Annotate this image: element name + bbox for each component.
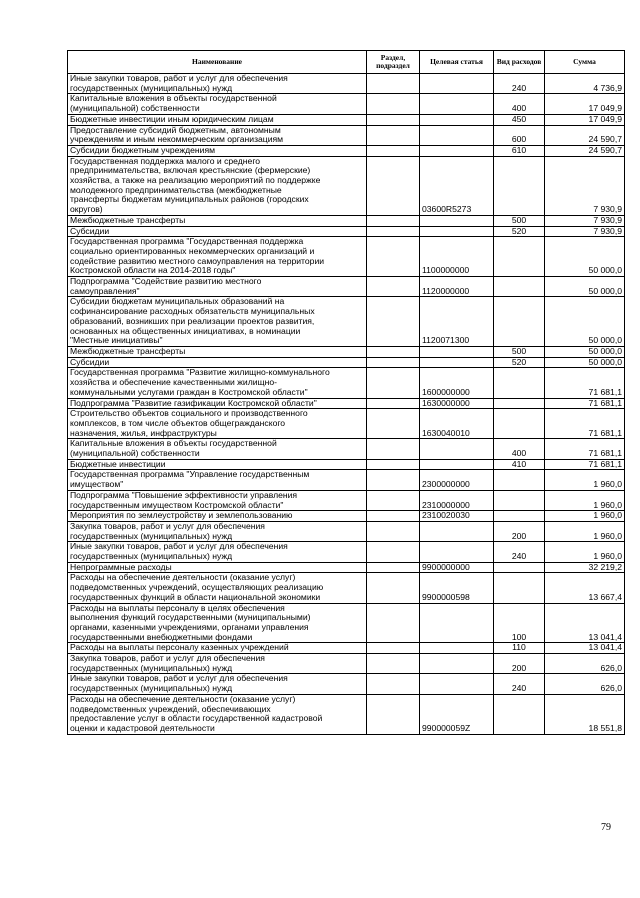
row-section-cell xyxy=(367,511,420,522)
row-expense-type-cell xyxy=(494,694,545,734)
table-row xyxy=(68,398,625,409)
table-row xyxy=(68,74,625,94)
row-name-cell: Межбюджетные трансферты xyxy=(68,346,367,357)
row-section-cell xyxy=(367,643,420,654)
row-amount-cell: 24 590,7 xyxy=(545,125,625,145)
row-expense-type-cell: 200 xyxy=(494,654,545,674)
row-target-article-cell xyxy=(420,346,494,357)
row-name-cell: Капитальные вложения в объекты государственной (муниципальной) собственности xyxy=(68,94,367,114)
table-row xyxy=(68,562,625,573)
table-row xyxy=(68,542,625,562)
row-target-article-cell xyxy=(420,226,494,237)
row-expense-type-cell xyxy=(494,490,545,510)
row-target-article-cell: 1630000000 xyxy=(420,398,494,409)
row-target-article-cell: 1120000000 xyxy=(420,277,494,297)
row-section-cell xyxy=(367,439,420,459)
row-name-cell: Субсидии xyxy=(68,357,367,368)
row-target-article-cell xyxy=(420,459,494,470)
row-amount-cell: 13 041,4 xyxy=(545,643,625,654)
row-section-cell xyxy=(367,490,420,510)
table-row xyxy=(68,125,625,145)
row-section-cell xyxy=(367,654,420,674)
row-amount-cell: 13 667,4 xyxy=(545,573,625,603)
row-amount-cell: 71 681,1 xyxy=(545,459,625,470)
budget-table xyxy=(67,50,625,735)
row-section-cell xyxy=(367,521,420,541)
row-name-cell: Капитальные вложения в объекты государственной (муниципальной) собственности xyxy=(68,439,367,459)
row-target-article-cell xyxy=(420,125,494,145)
row-name-cell: Иные закупки товаров, работ и услуг для обеспечения государственных (муниципальных) нужд xyxy=(68,542,367,562)
row-expense-type-cell: 450 xyxy=(494,114,545,125)
row-amount-cell: 1 960,0 xyxy=(545,470,625,490)
row-name-cell: Закупка товаров, работ и услуг для обеспечения государственных (муниципальных) нужд xyxy=(68,654,367,674)
row-section-cell xyxy=(367,297,420,347)
table-row xyxy=(68,145,625,156)
row-amount-cell: 71 681,1 xyxy=(545,409,625,439)
row-amount-cell: 50 000,0 xyxy=(545,357,625,368)
row-section-cell xyxy=(367,573,420,603)
row-section-cell xyxy=(367,459,420,470)
row-target-article-cell xyxy=(420,603,494,643)
row-target-article-cell: 990000059Z xyxy=(420,694,494,734)
row-amount-cell: 7 930,9 xyxy=(545,215,625,226)
row-amount-cell: 50 000,0 xyxy=(545,237,625,277)
row-target-article-cell: 9900000598 xyxy=(420,573,494,603)
row-target-article-cell xyxy=(420,643,494,654)
row-amount-cell: 13 041,4 xyxy=(545,603,625,643)
table-row xyxy=(68,226,625,237)
row-expense-type-cell: 520 xyxy=(494,226,545,237)
row-expense-type-cell xyxy=(494,398,545,409)
row-target-article-cell: 1600000000 xyxy=(420,368,494,398)
row-expense-type-cell xyxy=(494,562,545,573)
row-name-cell: Подпрограмма "Повышение эффективности управления государственным имуществом Костромской области" xyxy=(68,490,367,510)
row-name-cell: Бюджетные инвестиции xyxy=(68,459,367,470)
row-target-article-cell xyxy=(420,674,494,694)
row-name-cell: Непрограммные расходы xyxy=(68,562,367,573)
row-section-cell xyxy=(367,125,420,145)
row-section-cell xyxy=(367,226,420,237)
table-row xyxy=(68,439,625,459)
row-amount-cell: 4 736,9 xyxy=(545,74,625,94)
row-section-cell xyxy=(367,603,420,643)
row-amount-cell: 71 681,1 xyxy=(545,439,625,459)
row-amount-cell: 7 930,9 xyxy=(545,226,625,237)
row-target-article-cell: 9900000000 xyxy=(420,562,494,573)
row-name-cell: Подпрограмма "Содействие развитию местного самоуправления" xyxy=(68,277,367,297)
row-expense-type-cell: 520 xyxy=(494,357,545,368)
row-expense-type-cell xyxy=(494,156,545,215)
row-expense-type-cell xyxy=(494,409,545,439)
table-row xyxy=(68,368,625,398)
row-name-cell: Расходы на обеспечение деятельности (оказание услуг) подведомственных учреждений, осуществляющих реализацию государственных функций в области национальной экономики xyxy=(68,573,367,603)
table-row xyxy=(68,346,625,357)
row-target-article-cell xyxy=(420,542,494,562)
row-section-cell xyxy=(367,346,420,357)
row-name-cell: Государственная программа "Государственная поддержка социально ориентированных некоммерческих организаций и содействие развитию местного самоуправления на территории Костромской области на 2014-2018 годы" xyxy=(68,237,367,277)
row-amount-cell: 17 049,9 xyxy=(545,114,625,125)
table-row xyxy=(68,674,625,694)
row-section-cell xyxy=(367,542,420,562)
table-row xyxy=(68,694,625,734)
table-row xyxy=(68,654,625,674)
row-target-article-cell: 2310000000 xyxy=(420,490,494,510)
row-section-cell xyxy=(367,470,420,490)
row-target-article-cell xyxy=(420,215,494,226)
row-target-article-cell xyxy=(420,654,494,674)
row-target-article-cell: 03600R5273 xyxy=(420,156,494,215)
row-name-cell: Субсидии бюджетам муниципальных образований на софинансирование расходных обязательств муниципальных образований, возникших при реализации проектов развития, основанных на общественных инициативах, в номинации "Местные инициативы" xyxy=(68,297,367,347)
row-section-cell xyxy=(367,398,420,409)
row-target-article-cell xyxy=(420,94,494,114)
row-target-article-cell: 1630040010 xyxy=(420,409,494,439)
row-amount-cell: 1 960,0 xyxy=(545,511,625,522)
row-expense-type-cell xyxy=(494,368,545,398)
row-expense-type-cell xyxy=(494,470,545,490)
row-target-article-cell: 2300000000 xyxy=(420,470,494,490)
table-row xyxy=(68,277,625,297)
row-amount-cell: 626,0 xyxy=(545,674,625,694)
row-expense-type-cell: 200 xyxy=(494,521,545,541)
row-section-cell xyxy=(367,94,420,114)
row-expense-type-cell: 400 xyxy=(494,439,545,459)
row-name-cell: Расходы на выплаты персоналу в целях обеспечения выполнения функций государственными (муниципальными) органами, казенными учреждениями, органами управления государственными внебюджетными фондами xyxy=(68,603,367,643)
row-section-cell xyxy=(367,277,420,297)
row-amount-cell: 1 960,0 xyxy=(545,542,625,562)
row-expense-type-cell xyxy=(494,511,545,522)
row-amount-cell: 17 049,9 xyxy=(545,94,625,114)
row-name-cell: Мероприятия по землеустройству и землепользованию xyxy=(68,511,367,522)
table-row xyxy=(68,237,625,277)
row-amount-cell: 7 930,9 xyxy=(545,156,625,215)
table-row xyxy=(68,94,625,114)
row-name-cell: Субсидии бюджетным учреждениям xyxy=(68,145,367,156)
row-section-cell xyxy=(367,357,420,368)
header-row xyxy=(68,51,625,74)
row-section-cell xyxy=(367,145,420,156)
table-row xyxy=(68,521,625,541)
table-row xyxy=(68,297,625,347)
row-amount-cell: 32 219,2 xyxy=(545,562,625,573)
row-amount-cell: 626,0 xyxy=(545,654,625,674)
row-target-article-cell: 1100000000 xyxy=(420,237,494,277)
row-expense-type-cell: 500 xyxy=(494,215,545,226)
table-row xyxy=(68,114,625,125)
row-amount-cell: 1 960,0 xyxy=(545,490,625,510)
row-amount-cell: 1 960,0 xyxy=(545,521,625,541)
row-expense-type-cell xyxy=(494,297,545,347)
row-name-cell: Межбюджетные трансферты xyxy=(68,215,367,226)
row-name-cell: Подпрограмма "Развитие газификации Костромской области" xyxy=(68,398,367,409)
row-target-article-cell: 1120071300 xyxy=(420,297,494,347)
row-amount-cell: 50 000,0 xyxy=(545,277,625,297)
table-row xyxy=(68,215,625,226)
row-target-article-cell xyxy=(420,74,494,94)
row-expense-type-cell xyxy=(494,573,545,603)
row-target-article-cell xyxy=(420,114,494,125)
row-expense-type-cell: 100 xyxy=(494,603,545,643)
row-expense-type-cell: 500 xyxy=(494,346,545,357)
row-amount-cell: 18 551,8 xyxy=(545,694,625,734)
row-section-cell xyxy=(367,409,420,439)
row-target-article-cell xyxy=(420,521,494,541)
row-section-cell xyxy=(367,74,420,94)
row-expense-type-cell: 110 xyxy=(494,643,545,654)
row-name-cell: Государственная поддержка малого и среднего предпринимательства, включая крестьянские (фермерские) хозяйства, а также на реализацию мероприятий по поддержке молодежного предпринимательства (межбюджетные трансферты бюджетам муниципальных районов (городских округов) xyxy=(68,156,367,215)
row-name-cell: Предоставление субсидий бюджетным, автономным учреждениям и иным некоммерческим организациям xyxy=(68,125,367,145)
row-name-cell: Строительство объектов социального и производственного комплексов, в том числе объектов общегражданского назначения, жилья, инфраструктуры xyxy=(68,409,367,439)
row-section-cell xyxy=(367,215,420,226)
row-name-cell: Расходы на обеспечение деятельности (оказание услуг) подведомственных учреждений, обеспечивающих предоставление услуг в области государственной кадастровой оценки и кадастровой деятельности xyxy=(68,694,367,734)
row-name-cell: Государственная программа "Управление государственным имуществом" xyxy=(68,470,367,490)
table-row xyxy=(68,470,625,490)
header-target-article: Целевая статья xyxy=(420,51,494,74)
row-target-article-cell: 2310020030 xyxy=(420,511,494,522)
row-name-cell: Расходы на выплаты персоналу казенных учреждений xyxy=(68,643,367,654)
row-name-cell: Иные закупки товаров, работ и услуг для обеспечения государственных (муниципальных) нужд xyxy=(68,674,367,694)
row-target-article-cell xyxy=(420,145,494,156)
row-section-cell xyxy=(367,368,420,398)
table-row xyxy=(68,357,625,368)
row-amount-cell: 50 000,0 xyxy=(545,346,625,357)
row-expense-type-cell: 400 xyxy=(494,94,545,114)
row-section-cell xyxy=(367,562,420,573)
row-amount-cell: 71 681,1 xyxy=(545,368,625,398)
row-section-cell xyxy=(367,694,420,734)
header-amount: Сумма xyxy=(545,51,625,74)
row-name-cell: Иные закупки товаров, работ и услуг для обеспечения государственных (муниципальных) нужд xyxy=(68,74,367,94)
row-expense-type-cell: 610 xyxy=(494,145,545,156)
row-name-cell: Государственная программа "Развитие жилищно-коммунального хозяйства и обеспечение качественными жилищно- коммунальными услугами граждан в Костромской области" xyxy=(68,368,367,398)
row-expense-type-cell: 600 xyxy=(494,125,545,145)
row-expense-type-cell: 240 xyxy=(494,74,545,94)
row-name-cell: Бюджетные инвестиции иным юридическим лицам xyxy=(68,114,367,125)
table-row xyxy=(68,643,625,654)
page-number: 79 xyxy=(601,822,611,833)
row-expense-type-cell: 240 xyxy=(494,674,545,694)
table-body xyxy=(68,74,625,735)
row-expense-type-cell: 410 xyxy=(494,459,545,470)
table-row xyxy=(68,573,625,603)
row-section-cell xyxy=(367,237,420,277)
table-row xyxy=(68,603,625,643)
header-name: Наименование xyxy=(68,51,367,74)
row-amount-cell: 24 590,7 xyxy=(545,145,625,156)
table-row xyxy=(68,459,625,470)
table-row xyxy=(68,409,625,439)
row-expense-type-cell xyxy=(494,237,545,277)
row-section-cell xyxy=(367,674,420,694)
row-expense-type-cell: 240 xyxy=(494,542,545,562)
header-expense-type: Вид расходов xyxy=(494,51,545,74)
table-row xyxy=(68,490,625,510)
table-row xyxy=(68,511,625,522)
row-target-article-cell xyxy=(420,439,494,459)
row-amount-cell: 50 000,0 xyxy=(545,297,625,347)
row-section-cell xyxy=(367,156,420,215)
row-name-cell: Закупка товаров, работ и услуг для обеспечения государственных (муниципальных) нужд xyxy=(68,521,367,541)
row-target-article-cell xyxy=(420,357,494,368)
row-name-cell: Субсидии xyxy=(68,226,367,237)
row-expense-type-cell xyxy=(494,277,545,297)
header-section: Раздел, подраздел xyxy=(367,51,420,74)
table-row xyxy=(68,156,625,215)
row-section-cell xyxy=(367,114,420,125)
row-amount-cell: 71 681,1 xyxy=(545,398,625,409)
